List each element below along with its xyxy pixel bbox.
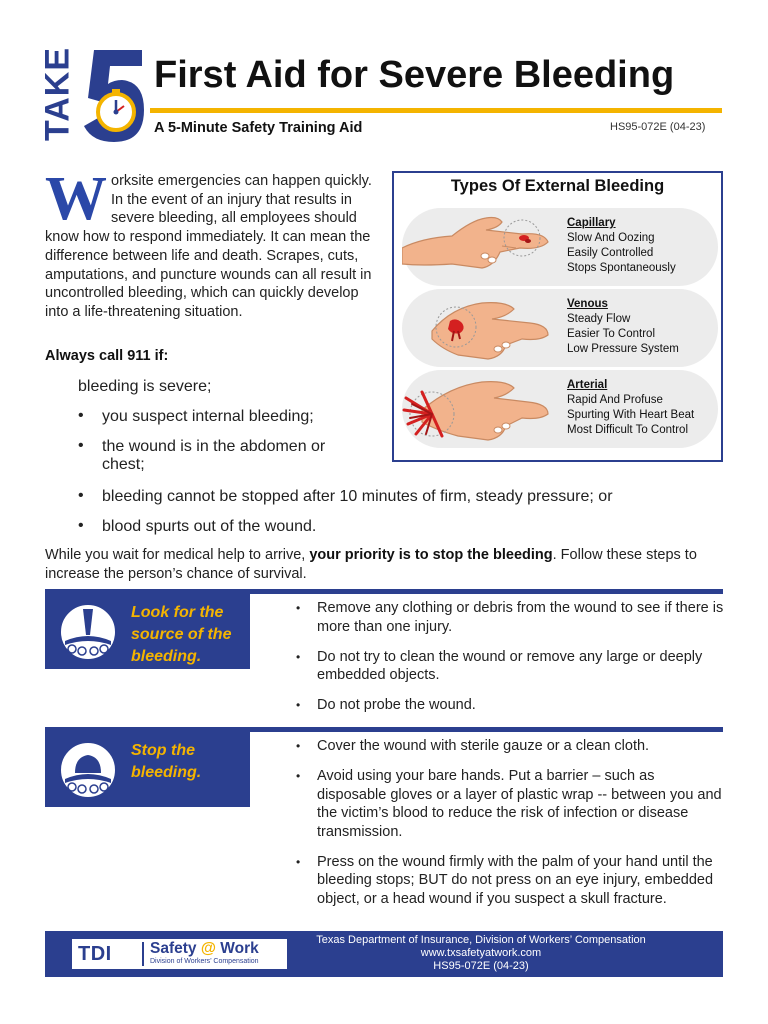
page-subtitle: A 5-Minute Safety Training Aid [154, 120, 363, 136]
step-stop-list [296, 737, 724, 920]
bullet: • [78, 437, 84, 454]
call-911-heading: Always call 911 if: [45, 348, 169, 364]
footer-website[interactable]: www.txsafetyatwork.com [420, 947, 542, 960]
step-stop-label: Stop the bleeding. [131, 742, 202, 781]
tdi-safety-at-work-logo [72, 939, 287, 969]
priority-emphasis: your priority is to stop the bleeding [309, 547, 553, 563]
drop-cap: W [45, 165, 107, 233]
list-item: • Do not probe the wound. [296, 696, 724, 715]
wound-source-icon [57, 601, 119, 663]
list-item: • the wound is in the abdomen or chest; [78, 437, 326, 473]
bullet: • [78, 487, 84, 504]
title-divider [150, 108, 722, 113]
bullet: • [78, 517, 84, 534]
bleeding-types-panel [392, 171, 723, 462]
stopwatch-five-icon [80, 46, 148, 146]
venous-description: Venous Steady Flow Easier To Control Low Pressure System [567, 298, 679, 355]
capillary-hand-icon [402, 208, 552, 286]
bleeding-type-arterial [402, 370, 718, 448]
step-stop-panel [45, 732, 250, 807]
footer-info [281, 934, 681, 974]
intro-text: orksite emergencies can happen quickly. In the event of an injury that results in severe bleeding, all employees should know how to respond immediately. It can mean the difference between life and death. Scrapes, cuts, amputations, and puncture wounds can all result in uncontrolled bleeding, which can quickly develop into a life-threatening situation. [45, 173, 372, 320]
list-item: • Remove any clothing or debris from the wound to see if there is more than one injury. [296, 599, 724, 636]
stop-bleeding-icon [57, 739, 119, 801]
step-look-label: Look for the source of the bleeding. [131, 604, 232, 665]
step-look-panel [45, 594, 250, 669]
bleeding-type-venous [402, 289, 718, 367]
logo-divider [142, 942, 144, 966]
step-look-list [296, 599, 724, 726]
safety-at-work-text: Safety @ Work [150, 940, 259, 957]
list-item: • bleeding cannot be stopped after 10 minutes of firm, steady pressure; or [78, 487, 613, 505]
list-item: • Press on the wound firmly with the palm of your hand until the bleeding stops; BUT do not press on an eye injury, embedded object, or a head wound if you suspect a skull fracture. [296, 853, 724, 909]
take-logo-text: TAKE [38, 46, 77, 142]
bleeding-types-title: Types Of External Bleeding [450, 177, 665, 195]
division-small-text: Division of Workers’ Compensation [150, 958, 259, 965]
venous-hand-icon [402, 289, 552, 367]
arterial-hand-icon [402, 370, 552, 448]
document-code: HS95-072E (04-23) [610, 121, 706, 133]
footer-bar [45, 931, 723, 977]
priority-paragraph: While you wait for medical help to arrive, your priority is to stop the bleeding. Follow these steps to increase the person’s chance of survival. [45, 547, 697, 582]
list-item: • you suspect internal bleeding; [78, 407, 314, 425]
intro-paragraph [45, 165, 383, 322]
list-item: • Do not try to clean the wound or remove any large or deeply embedded objects. [296, 648, 724, 685]
tdi-logo-text: TDI [78, 943, 112, 965]
list-item: • Avoid using your bare hands. Put a barrier – such as disposable gloves or a layer of plastic wrap -- between you and the victim’s blood to reduce the risk of infection or disease transmission. [296, 767, 724, 841]
bullet: • [78, 407, 84, 424]
arterial-description: Arterial Rapid And Profuse Spurting With Heart Beat Most Difficult To Control [567, 379, 695, 436]
footer-code: HS95-072E (04-23) [433, 960, 529, 973]
page-title: First Aid for Severe Bleeding [154, 54, 675, 96]
capillary-description: Capillary Slow And Oozing Easily Controlled Stops Spontaneously [567, 217, 676, 274]
list-item: • blood spurts out of the wound. [78, 517, 317, 535]
list-item: bleeding is severe; [78, 378, 212, 395]
footer-agency: Texas Department of Insurance, Division of Workers’ Compensation [316, 934, 646, 946]
bleeding-type-capillary [402, 208, 718, 286]
list-item: • Cover the wound with sterile gauze or a clean cloth. [296, 737, 724, 756]
